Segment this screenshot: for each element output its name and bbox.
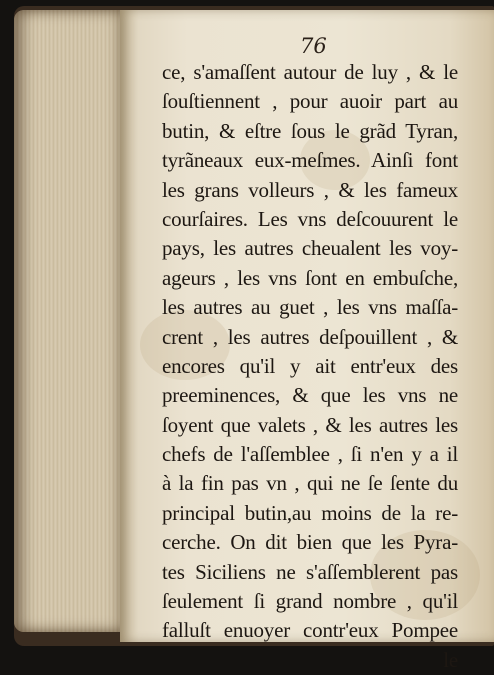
text-line: principal butin,au moins de la re- [162, 500, 458, 525]
text-line: crent , les autres deſpouillent , & [162, 324, 458, 349]
text-line: tyrãneaux eux-meſmes. Ainſi font [162, 148, 458, 173]
page-number: 76 [300, 34, 327, 58]
text-line: ſoyent que valets , & les autres les [162, 412, 458, 437]
text-block [162, 58, 458, 675]
catchword: le [443, 647, 458, 672]
text-line: preeminences, & que les vns ne [162, 383, 458, 408]
text-line: les autres au guet , les vns maſſa- [162, 295, 458, 320]
text-line: courſaires. Les vns deſcouurent le [162, 206, 458, 231]
text-line: butin, & eſtre ſous le grãd Tyran, [162, 118, 458, 143]
page-edges [14, 10, 122, 632]
text-line: encores qu'il y ait entr'eux des [162, 353, 458, 378]
text-line: cerche. On dit bien que les Pyra- [162, 530, 458, 555]
text-line: pays, les autres cheualent les voy- [162, 236, 458, 261]
text-line: ce, s'amaſſent autour de luy , & le [162, 60, 458, 84]
text-line: falluſt enuoyer contr'eux Pompee [162, 618, 458, 643]
text-line: chefs de l'aſſemblee , ſi n'en y a il [162, 442, 458, 467]
text-line: ſouſtiennent , pour auoir part au [162, 89, 458, 114]
text-line: ſeulement ſi grand nombre , qu'il [162, 589, 458, 614]
text-line: tes Siciliens ne s'aſſemblerent pas [162, 559, 458, 584]
text-line: les grans volleurs , & les fameux [162, 177, 458, 202]
text-line: à la fin pas vn , qui ne ſe ſente du [162, 471, 458, 496]
text-line: ageurs , les vns ſont en embuſche, [162, 265, 458, 290]
